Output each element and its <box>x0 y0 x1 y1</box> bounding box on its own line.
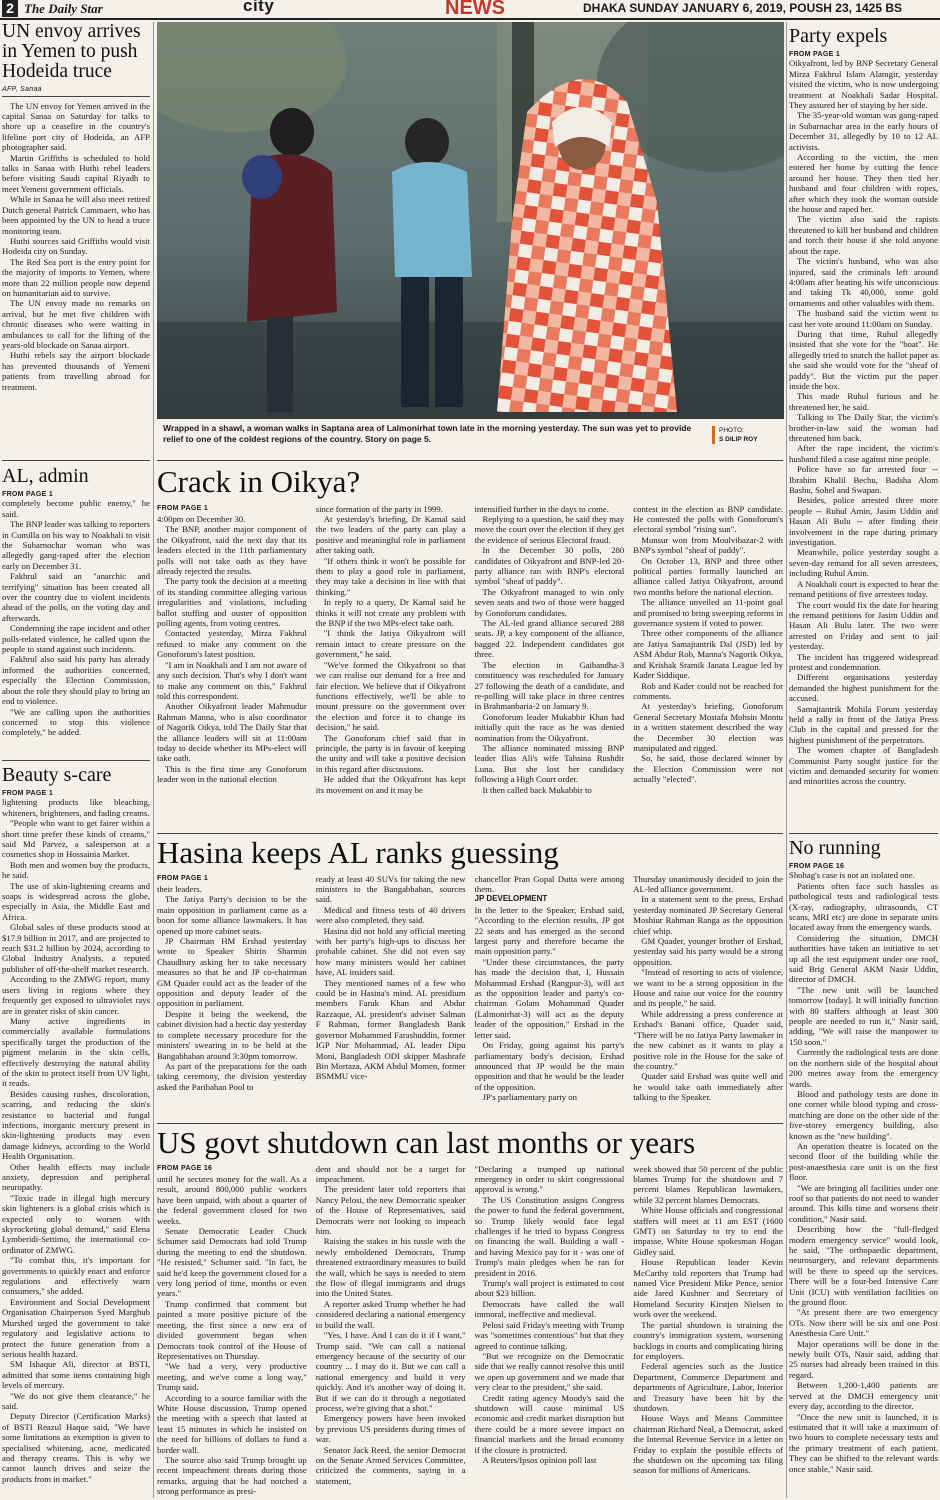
article-oikya <box>157 466 783 826</box>
paragraph: JP DEVELOPMENT <box>474 894 548 904</box>
paragraph: The UN envoy made no remarks on arrival, but he met five children with chronic diseases who were waiting in ambulances to call for the lifting of the years-old blockade on Sanaa airport. <box>2 298 150 350</box>
paragraph: Environment and Social Development Organisation Chairperson Syed Marghub Murshed urged the government to take regulatory and legislative actions to protect the future generation from a serious health hazard. <box>2 1296 150 1359</box>
article-party-expels <box>789 26 938 830</box>
paragraph: "Toxic trade in illegal high mercury skin lighteners is a global crisis which is expected only to worsen with skyrocketing global demand," said Elena Lymberidi-Settimo, the international co-ordinator of ZMWG. <box>2 1192 150 1255</box>
headline: No running <box>789 837 881 859</box>
paragraph: The use of skin-lightening creams and soaps is widespread across the globe, especially in Asia, the Middle East and Africa. <box>2 880 150 922</box>
paragraph: "We had a very, very productive meeting, and we've come a long way," Trump said. <box>157 1361 307 1393</box>
paragraph: In reply to a query, Dr Kamal said he thinks it will not create any problem with the BNP if the two MPs-elect take oath. <box>315 597 466 629</box>
paragraph: The BNP leader was talking to reporters in Cumilla on his way to Noakhali to visit the Subarnochar woman who was allegedly gang-raped after the election early on December 31. <box>2 519 150 571</box>
paragraph: "Yes, I have. And I can do it if I want," Trump said. "We can call a national emergency because of the security of our country ... I may do it. But we can call a national emergency and build it very quickly. And it's another way of doing it. But if we can do it through a negotiated process, we're giving that a shot." <box>315 1330 466 1413</box>
section-name: city <box>243 0 275 15</box>
paragraph: "We've formed the Oikyafront so that we can realise our demand for a free and fair election. We believe that if Oikyafront functions effectively, we'll be able to mount pressure on the government over the election and force it to change its decision," he said. <box>315 659 466 733</box>
paragraph: So, he said, those declared winner by the Election Commission were not actually "elected". <box>633 753 783 785</box>
paragraph: week showed that 50 percent of the public blames Trump for the shutdown and 7 percent blames Republican lawmakers, while 32 percent blames Democrats. <box>633 1163 783 1205</box>
paragraph: 4:00pm on December 30. <box>157 514 246 525</box>
paragraph: Senator Jack Reed, the senior Democrat on the Senate Armed Services Committee, criticized the comments, saying in a statement, <box>315 1444 466 1486</box>
paragraph: Shohag's case is not an isolated one. <box>789 870 915 881</box>
credit-label: PHOTO: <box>719 427 744 434</box>
paragraph: "The new unit will be launched tomorrow [today]. It will initially function with 80 staffers although at least 300 people are needed to run it," Nasir said, adding, "We will raise the manpower to 150 soon." <box>789 984 938 1047</box>
article-columns <box>157 1164 783 1497</box>
article-columns <box>157 504 783 826</box>
paragraph: "Under these circumstances, the party has made the decision that, I, Hussain Mohammad Ershad (Rangpur-3), will act as the opposition leader and party's co-chairman Golam Mohammad Quader (Lalmonirhat-3) will act as the deputy leader of the opposition," Ershad in the letter said. <box>474 956 625 1040</box>
column <box>157 1164 307 1497</box>
paragraph: The women chapter of Bangladesh Communist Party sought justice for the victim and demanded security for women and minorities across the country. <box>789 745 938 787</box>
paragraph: Hasina did not hold any official meeting with her party's high-ups to discuss her probable cabinet. She did not even say how many ministers would her cabinet have, AL insiders said. <box>315 925 466 978</box>
paragraph: contest in the election as BNP candidate. He contested the polls with Gonoforum's electoral symbol "rising sun". <box>633 503 783 535</box>
paragraph: until he secures money for the wall. As a result, around 800,000 public workers have been unpaid, with about a quarter of the federal government closed for two weeks. <box>157 1174 307 1226</box>
paragraph: Describing how the "full-fledged modern emergency service" would look, he said, "The orthopaedic department, neurosurgery, and relevant departments will be there to speed up the services. There will be a four-bed Intensive Care Unit (ICU) with ventilation facilities on the ground floor. <box>789 1224 938 1308</box>
paragraph: In the December 30 polls, 280 candidates of Oikyafront and BNP-led 20-party alliance ran with BNP's electoral symbol "sheaf of paddy". <box>474 545 625 587</box>
headline: Party expels <box>789 25 888 47</box>
paragraph: Besides causing rashes, discoloration, scarring, and reducing the skin's resistance to bacterial and fungal infections, inorganic mercury present in skin-lightening products may even damage kidneys, according to the World Health Organisation. <box>2 1088 150 1162</box>
paragraph: Another Oikyafront leader Mahmudur Rahman Manna, who is also coordinator of Nagorik Oikya, told The Daily Star that the alliance leaders will sit at 11:00am today to decide whether its MPs-elect will take oath. <box>157 701 307 764</box>
divider <box>789 833 938 834</box>
article-body <box>2 498 150 750</box>
paragraph: In a statement sent to the press, Ershad yesterday nominated JP Secretary General Moshiur Rahman Ranga as the opposition chief whip. <box>633 894 783 936</box>
paragraph: "We are bringing all facilities under one roof so that patients do not need to wander around. This kills time and worsens their condition," Nasir said. <box>789 1182 938 1224</box>
paragraph: The president later told reporters that Nancy Pelosi, the new Democratic speaker of the House of Representatives, said Democrats were not looking to impeach him. <box>315 1184 466 1237</box>
photo-caption: Wrapped in a shawl, a woman walks in Saptana area of Lalmonirhat town late in the morning yesterday. The sun was yet to provide relief to one of the coldest regions of the country. Story on page 5. <box>163 423 692 444</box>
article-shutdown <box>157 1127 783 1497</box>
paragraph: Deputy Director (Certification Marks) of BSTI Reazul Haque said, "We have some limitations as exemption is given to specialised whitening, acne, medicated and therapy creams. This is why we cannot launch drives and seize the products from in market." <box>2 1411 150 1484</box>
paragraph: lightening products like bleaching, whiteners, brighteners, and fading creams. <box>2 797 150 818</box>
paragraph: White House officials and congressional staffers will meet at 11 am EST (1600 GMT) on Saturday to try to end the impasse, White House spokesman Hogan Gidley said. <box>633 1205 783 1257</box>
article-beauty <box>2 765 150 1500</box>
paragraph: On October 13, BNP and three other political parties formally launched an alliance called Jatiya Oikyafront, around two months before the national election. <box>633 555 783 597</box>
divider <box>2 96 150 97</box>
paragraph: Replying to a question, he said they may move the court over the election if they get the evidence of serious Electoral fraud. <box>474 514 625 545</box>
paragraph: The court would fix the date for hearing the remand petitions for Jasim Uddin and Hasan Ali Bulu later. The two were arrested on Friday and sent to jail yesterday. <box>789 599 938 652</box>
paragraph: The BNP, another major component of the Oikyafront, said the next day that its leaders elected in the 11th parliamentary polls will not take oath as they have already rejected the results. <box>157 524 307 577</box>
paragraph: It then called back Mukabbir to <box>482 784 592 795</box>
paragraph: Police have so far arrested four -- Ibrahim Khalil Bechu, Badsha Alom Bashu, Sohel and Swapan. <box>789 464 938 496</box>
paragraph: Federal agencies such as the Justice Department, Commerce Department and departments of Agriculture, Labor, Interior and Treasury have been hit by the shutdown. <box>633 1361 783 1413</box>
paragraph: Three other components of the alliance are Jatiya Samajtantrik Dal (JSD) led by ASM Abdur Rob, Manna's Nagorik Oikya, and Krishak Sramik Janata League led by Kader Siddique. <box>633 628 783 681</box>
paragraph: Samajtantrik Mohila Forum yesterday held a rally in front of the Jatiya Press Club in the capital and pressed for the highest punishment of the perpetrators. <box>789 703 938 745</box>
from-page: FROM PAGE 1 <box>2 790 54 798</box>
lead-photo <box>157 22 784 419</box>
paragraph: A reporter asked Trump whether he had considered declaring a national emergency to build the wall. <box>315 1298 466 1330</box>
column <box>475 1164 625 1497</box>
paragraph: Credit rating agency Moody's said the shutdown will cause minimal US economic and credit market disruption but there could be a more severe impact on financial markets and the broad economy if the closure is protracted. <box>474 1392 625 1455</box>
headline: Crack in Oikya? <box>157 464 361 499</box>
paragraph: "We do not give them clearance," he said. <box>2 1390 150 1411</box>
paragraph: At yesterday's briefing, Gonoforum General Secretary Mostafa Mohsin Montu in a written statement described the way the December 30 election was manipulated and rigged. <box>633 701 783 753</box>
article-hasina <box>157 837 783 1117</box>
paragraph: Raising the stakes in his tussle with the newly emboldened Democrats, Trump threatened extraordinary measures to build the wall, which he says is needed to stem the flow of illegal immigrants and drugs into the United States. <box>315 1236 466 1299</box>
paragraph: "If others think it won't be possible for them to play a good role in parliament, they may take a decision in line with that thinking." <box>315 555 466 597</box>
paragraph: The source also said Trump brought up recent impeachment threats during those remarks, arguing that he had notched a strong performance as presi- <box>157 1454 307 1497</box>
column <box>157 504 307 826</box>
paragraph: After the rape incident, the victim's husband filed a case against nine people. <box>789 443 938 464</box>
paragraph: intensified further in the days to come. <box>474 503 609 514</box>
article-columns <box>157 874 783 1117</box>
paragraph: Gonoforum leader Mukabbir Khan had initially quit the race as he was denied nomination from the Oikyafront. <box>474 711 625 743</box>
headline: UN envoy arrives in Yemen to push Hodeida truce <box>2 21 141 82</box>
paragraph: Besides, police arrested three more people -- Ruhul Amin, Jasim Uddin and Hasan Ali Bulu -- after finding their involvement in the rape during primary investigation. <box>789 495 938 548</box>
paragraph: "At present there are two emergency OTs. Now there will be six and one Post Anesthesia Care Unit." <box>789 1307 938 1339</box>
byline: AFP, Sanaa <box>2 85 42 93</box>
paragraph: An operation theatre is located on the second floor of the building while the post-anaesthesia care unit is on the first floor. <box>789 1140 938 1183</box>
paragraph: The 35-year-old woman was gang-raped in Subarnachar area in the early hours of December 31, allegedly by 10 to 12 AL activists. <box>789 110 938 152</box>
paragraph: dent and should not be a target for impeachment. <box>315 1163 466 1185</box>
paragraph: Condemning the rape incident and other polls-related violence, he called upon the people to stand against such incidents. <box>2 623 150 655</box>
paragraph: "I think the Jatiya Oikyafront will remain intact to create pressure on the government," he said. <box>315 628 466 660</box>
article-un-envoy <box>2 22 150 439</box>
dateline: DHAKA SUNDAY JANUARY 6, 2019, POUSH 23, 1425 BS <box>583 1 903 15</box>
column <box>316 874 466 1117</box>
divider <box>157 460 783 461</box>
from-page: FROM PAGE 16 <box>157 1164 213 1172</box>
paragraph: Martin Griffiths is scheduled to hold talks in Sanaa with Huthi rebel leaders before visiting Saudi capital Riyadh to meet Yemeni government officials. <box>2 152 150 194</box>
paragraph: Oikyafront, led by BNP Secretary General Mirza Fakhrul Islam Alamgir, yesterday visited the victim, who is now undergoing treatment at Noakhali Sadar Hospital. They assured her of staying by her side. <box>789 58 938 111</box>
paragraph: The incident has triggered widespread protest and condemnation. <box>789 651 938 672</box>
paragraph: Contacted yesterday, Mirza Fakhrul refused to make any comment on the Gonoforum's latest position. <box>157 628 307 660</box>
paragraph: The victim's husband, who was also injured, said the criminals left around 4:00am after beating his wife unconscious and taking Tk 40,000, some gold ornaments and other valuables with them. <box>789 256 938 308</box>
from-page: FROM PAGE 1 <box>157 874 209 882</box>
paragraph: Medical and fitness tests of 40 drivers were also completed, they said. <box>315 904 466 926</box>
paragraph: Huthi sources said Griffiths would visit Hodeida city on Sunday. <box>2 235 150 257</box>
column <box>316 1164 466 1497</box>
column <box>157 874 307 1117</box>
paragraph: According to a source familiar with the White House discussion, Trump opened the meeting with a speech that lasted at least 15 minutes in which he insisted on the need for billions of dollars to fund a border wall. <box>157 1392 307 1455</box>
article-al-admin <box>2 466 150 750</box>
from-page: FROM PAGE 1 <box>157 504 209 512</box>
paragraph: He added that the Oikyafront has kept its movement on and it may be <box>315 774 466 795</box>
column-rule-right <box>786 22 787 1498</box>
paragraph: JP Chairman HM Ershad yesterday wrote to Speaker Shirin Sharmin Chaudhury asking her to take necessary measures so that he and JP co-chairman GM Quader could act as the leader of the opposition and deputy leader of the opposition in parliament. <box>157 936 307 1009</box>
paragraph: "Declaring a trumped up national emergency in order to skirt congressional approval is wrong." <box>474 1163 625 1195</box>
section-news-label: NEWS <box>445 0 505 19</box>
headline: Beauty s-care <box>2 764 112 786</box>
paragraph: According to the ZMWG report, many users living in regions where they frequently get exposed to ultraviolet rays are in greater risks of skin cancer. <box>2 974 150 1016</box>
from-page: FROM PAGE 16 <box>789 863 845 871</box>
photo-credit <box>712 426 758 444</box>
column <box>633 1164 783 1497</box>
article-body <box>2 797 150 1500</box>
paragraph: Trump confirmed that comment but painted a more positive picture of the meeting, the first since a new era of divided government began when Democrats took control of the House of Representatives on Thursday. <box>157 1298 307 1361</box>
divider <box>157 833 783 834</box>
paragraph: As part of the preparations for the oath taking ceremony, the division yesterday asked the Paribahan Pool to <box>157 1060 307 1092</box>
photo-image <box>157 22 784 419</box>
paragraph: The party took the decision at a meeting of its standing committee alleging various irregularities and violations, including ballot stuffing and ouster of opposition polling agents, from voting centres. <box>157 576 307 629</box>
article-body <box>789 870 938 1500</box>
paragraph: "To combat this, it's important for governments to quickly enact and enforce regulations and effectively warn consumers," she added. <box>2 1255 150 1297</box>
paragraph: SM Ishaque Ali, director at BSTI, admitted that some items containing high levels of mercury. <box>2 1359 150 1391</box>
paragraph: Thursday unanimously decided to join the AL-led alliance government. <box>633 873 783 895</box>
paragraph: House Ways and Means Committee chairman Richard Neal, a Democrat, asked the Internal Revenue Service in a letter on Friday to explain the possible effects of the shutdown on the upcoming tax filing season for millions of Americans. <box>633 1413 783 1476</box>
paragraph: According to the victim, the men entered her home by cutting the fence around her house. They then tied her husband and four children with ropes, after which they took the woman outside the house and raped her. <box>789 152 938 215</box>
paragraph: Democrats have called the wall immoral, ineffective and medieval. <box>474 1298 625 1320</box>
headline: US govt shutdown can last months or years <box>157 1125 696 1160</box>
paragraph: The husband said the victim went to cast her vote around 11:00am on Sunday. <box>789 308 938 329</box>
paragraph: The partial shutdown is straining the country's immigration system, worsening backlogs in courts and complicating hiring for employers. <box>633 1319 783 1361</box>
paragraph: Emergency powers have been invoked by previous US presidents during times of war. <box>315 1413 466 1445</box>
paragraph: Pelosi said Friday's meeting with Trump was "sometimes contentious" but that they agreed to continue talking. <box>474 1319 625 1351</box>
paragraph: The alliance nominated missing BNP leader Ilias Ali's wife Tahsina Rushdir Luna. But she lost her candidacy following a High Court order. <box>474 742 625 785</box>
paragraph: Currently the radiological tests are done on the northern side of the hospital about 200 metres away from the emergency wards. <box>789 1047 938 1089</box>
paragraph: A Reuters/Ipsos opinion poll last <box>482 1454 597 1465</box>
paragraph: Other health effects may include anxiety, depression and peripheral neuropathy. <box>2 1161 150 1193</box>
paragraph: chancellor Pran Gopal Dutta were among them. <box>474 873 625 895</box>
column <box>316 504 466 826</box>
paragraph: While in Sanaa he will also meet retired Dutch general Patrick Cammaert, who has been appointed by the UN to head a truce monitoring team. <box>2 194 150 236</box>
paragraph: While addressing a press conference at Ershad's Banani office, Quader said, "There will be no Jatiya Party lawmaker in the new cabinet as it wants to play a positive role in the House for the sake of the country." <box>633 1008 783 1071</box>
paragraph: Fakhrul also said his party has already informed the authorities concerned, especially the Election Commission, about the role they should play to bring an end to violence. <box>2 654 150 707</box>
paragraph: ready at least 40 SUVs for taking the new ministers to the Bangabhaban, sources said. <box>315 873 466 905</box>
paragraph: The UN envoy for Yemen arrived in the capital Sanaa on Saturday for talks to shore up a ceasefire in the country's lifeline port city of Hodeida, an AFP photographer said. <box>2 100 150 153</box>
paragraph: "People who want to get fairer within a short time prefer these kinds of creams," said Md Parvez, a salesperson at a cosmetics shop in Hossainia Market. <box>2 818 150 860</box>
paragraph: Considering the situation, DMCH authorities have taken an initiative to set up all the test equipment under one roof, said Brig General AKM Nasir Uddin, director of DMCH. <box>789 932 938 985</box>
column <box>633 504 783 826</box>
paragraph: The Jatiya Party's decision to be the main opposition in parliament came as a boon for some alliance lawmakers. It has opened up more cabinet seats. <box>157 894 307 936</box>
from-page: FROM PAGE 1 <box>2 491 54 499</box>
paragraph: The Gonoforum chief said that in principle, the party is in favour of keeping the unity and will take a positive decision in this regard after discussions. <box>315 732 466 774</box>
page-header <box>0 0 940 20</box>
paragraph: The Red Sea port is the entry point for the majority of imports to Yemen, where more than 22 million people now depend on humanitarian aid to survive. <box>2 256 150 298</box>
paragraph: completely become public enemy," he said. <box>2 498 150 519</box>
paragraph: "But we recognize on the Democratic side that we really cannot resolve this until we open up government and we made that very clear to the president," she said. <box>474 1350 625 1393</box>
paragraph: Trump's wall project is estimated to cost about $23 billion. <box>474 1278 625 1299</box>
column-rule-left <box>153 22 154 1498</box>
paragraph: Fakhrul said an "anarchic and terrifying" situation has been created all over the country due to violent incidents ahead of the polls, on the voting day and afterwards. <box>2 571 150 623</box>
credit-name: S DILIP ROY <box>719 436 758 443</box>
paragraph: In the letter to the Speaker, Ershad said, "According to the election results, JP got 22 seats and has emerged as the second largest party and therefore became the main opposition party." <box>474 904 625 957</box>
paragraph: "Instead of resorting to acts of violence, we want to be a strong opposition in the House and raise our voice for the country and its people," he said. <box>633 967 783 1009</box>
paragraph: "We are calling upon the authorities concerned to stop this violence completely," he added. <box>2 706 150 738</box>
paragraph: Munsur won from Moulvibazar-2 with BNP's symbol "sheaf of paddy". <box>633 534 783 556</box>
paragraph: Global sales of these products stood at $17.9 billion in 2017, and are projected to reach $31.2 billion by 2024, according to Global Industry Analysts, a reputed publisher of off-the-shelf market research. <box>2 922 150 974</box>
column <box>633 874 783 1117</box>
paragraph: Many active ingredients in commercially available formulations specifically target the production of the pigment melanin in the skin cells, effectively destroying the natural ability of the skin to protect itself from UV light, it reads. <box>2 1015 150 1089</box>
paragraph: Rob and Kader could not be reached for comments. <box>633 680 783 701</box>
divider <box>2 460 150 461</box>
paragraph: since formation of the party in 1999. <box>315 503 443 514</box>
divider <box>2 760 150 761</box>
article-no-running <box>789 838 938 1500</box>
paragraph: The election in Gaibandha-3 constituency was rescheduled for January 27 following the death of a candidate, and re-polling will take place in three centres in Brahmanbaria-2 on January 9. <box>474 659 625 712</box>
paragraph: At yesterday's briefing, Dr Kamal said the two leaders of the party can play a positive and meaningful role in parliament after taking oath. <box>315 514 466 556</box>
paragraph: The Oikyafront managed to win only seven seats and two of those were bagged by Gonoforum candidates. <box>474 586 625 618</box>
paragraph: Different organisations yesterday demanded the highest punishment for the accused. <box>789 672 938 704</box>
paper-name: The Daily Star <box>24 1 103 16</box>
paragraph: Talking to The Daily Star, the victim's brother-in-law said the woman had threatened him back. <box>789 412 938 444</box>
article-body <box>2 101 150 439</box>
paragraph: their leaders. <box>157 884 202 895</box>
paragraph: Patients often face such hassles as pathological tests and radiological tests (X-ray, radiography, ultrasounds, CT scans, MRI etc) are done in separate units located away from the emergency wards. <box>789 880 938 933</box>
headline: Hasina keeps AL ranks guessing <box>157 835 559 870</box>
paragraph: Quader said Ershad was quite well and he would take oath immediately after talking to the Speaker. <box>633 1071 783 1103</box>
paragraph: Between 1,200-1,400 patients are served at the DMCH emergency unit every day, according to the director. <box>789 1380 938 1412</box>
headline: AL, admin <box>2 465 89 487</box>
paragraph: JP's parliamentary party on <box>482 1092 577 1103</box>
paragraph: GM Quader, younger brother of Ershad, yesterday said his party would be a strong opposition. <box>633 936 783 967</box>
paragraph: Despite it being the weekend, the cabinet division had a hectic day yesterday to complete necessary procedure for the ministers' swearing in to be held at the Bangabhaban around 3:30pm tomorrow. <box>157 1008 307 1061</box>
paragraph: Meanwhile, police yesterday sought a seven-day remand for all seven arrestees, including Ruhul Amin. <box>789 547 938 579</box>
page-number: 2 <box>2 0 18 17</box>
paragraph: "Once the new unit is launched, it is estimated that it will take a maximum of two hours to complete necessary tests and the primary treatment of each patient. They can be shifted to the relevant wards once stable," Nasir said. <box>789 1411 938 1474</box>
paragraph: During that time, Ruhul allegedly insisted that she vote for the "boat". He allegedly tried to snatch the ballot paper as she said she would vote for the "sheaf of paddy". But the victim put the paper inside the box. <box>789 328 938 391</box>
paragraph: This is the first time any Gonoforum leader won in the national election <box>157 763 307 785</box>
paragraph: Blood and pathology tests are done in one corner while blood typing and cross-matching are done on the other side of the five-storey emergency building, also known as the "new building". <box>789 1088 938 1141</box>
paragraph: The victim also said the rapists threatened to kill her husband and children and torch their house if she told anyone about the rape. <box>789 214 938 256</box>
divider <box>157 1123 783 1124</box>
paragraph: "I am in Noakhali and I am not aware of any such decision. That's why I don't want to make any comment on this," Fakhrul told this correspondent. <box>157 659 307 701</box>
paragraph: The US Constitution assigns Congress the power to fund the federal government, so Trump likely would face legal challenges if he tried to bypass Congress on financing the wall. Building a wall - and having Mexico pay for it - was one of Trump's main pledges when he ran for president in 2016. <box>474 1194 625 1278</box>
column <box>475 504 625 826</box>
paragraph: House Republican leader Kevin McCarthy told reporters that Trump had named Vice President Mike Pence, senior aide Jared Kushner and Secretary of Homeland Security Kirstjen Nielsen to work over the weekend. <box>633 1257 783 1320</box>
paragraph: The AL-led grand alliance secured 288 seats. JP, a key component of the alliance, bagged 22. Independent candidates got three. <box>474 618 625 660</box>
paragraph: Huthi rebels say the airport blockade has prevented thousands of Yemeni patients from travelling abroad for treatment. <box>2 350 150 392</box>
paragraph: This made Ruhul furious and he threatened her, he said. <box>789 391 938 412</box>
paragraph: A Noakhali court is expected to hear the remand petitions of five arrestees today. <box>789 578 938 600</box>
from-page: FROM PAGE 1 <box>789 51 841 59</box>
paragraph: The alliance unveiled an 11-point goal and promised to bring sweeping reforms in governance system if voted to power. <box>633 597 783 629</box>
paragraph: They mentioned names of a few who could be in Hasina's mind. AL presidium members Faruk Khan and Abdur Razzaque, AL president's adviser Salman F Rahman, former Bangladesh Bank governor Mohammed Farashuddin, former IGP Nur Mohammad, AL leader Dipu Moni, Bangladesh ODI skipper Mashrafe Bin Mortaza, AKM Abdul Momen, former BSMMU vice- <box>315 977 466 1082</box>
article-body <box>789 58 938 830</box>
paragraph: On Friday, going against his party's parliamentary body's decision, Ershad announced that JP would be the main opposition and that he would be the leader of the opposition. <box>474 1040 625 1092</box>
paragraph: Major operations will be done in the newly built OTs, Nasir said, adding that 25 nurses had already been trained in this regard. <box>789 1338 938 1380</box>
column <box>475 874 625 1117</box>
paragraph: Senate Democratic Leader Chuck Schumer said Democrats had told Trump during the meeting to end the shutdown. "He resisted," Schumer said. "In fact, he said he'd keep the government closed for a very long period of time, months or even years." <box>157 1226 307 1299</box>
paragraph: Both men and women buy the products, he said. <box>2 859 150 881</box>
